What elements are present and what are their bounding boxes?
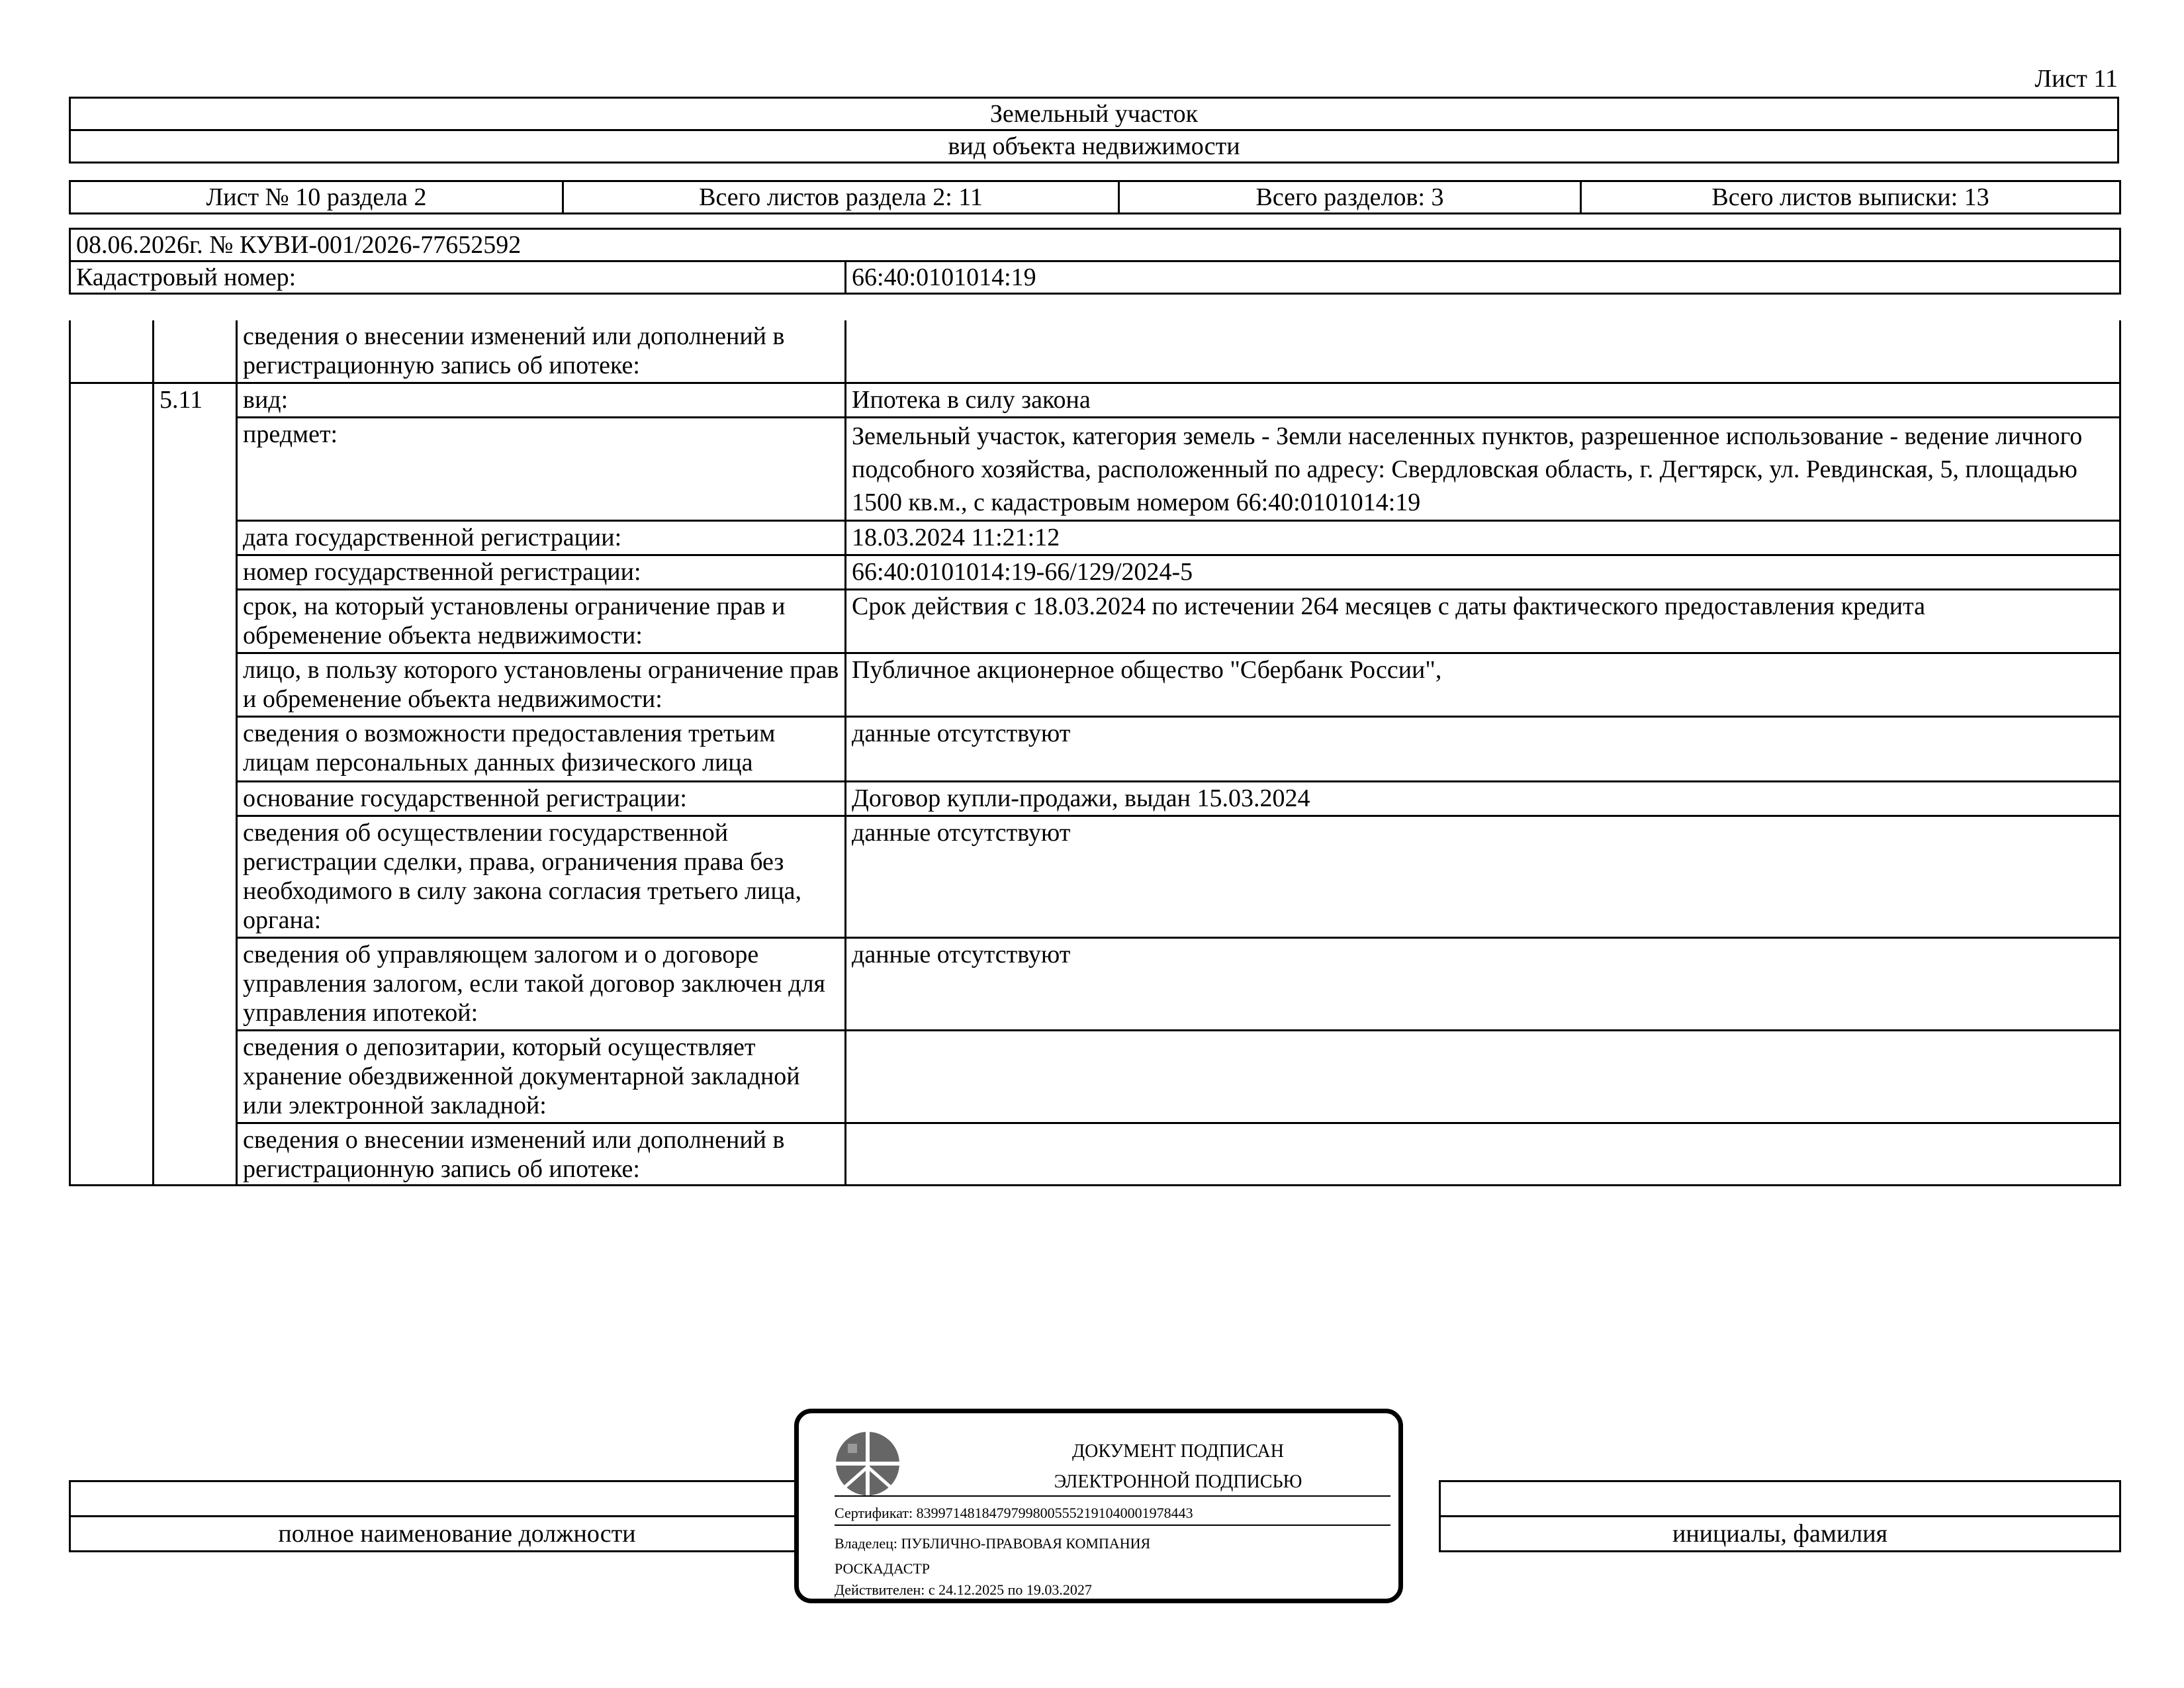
item-number: 5.11 [154,383,237,1185]
extract-date-number: 08.06.2026г. № КУВИ-001/2026-77652592 [70,229,2120,261]
encumbrance-table [69,320,2121,1186]
total-sheets-section: Всего листов раздела 2: 11 [563,181,1119,214]
total-sheets-extract: Всего листов выписки: 13 [1581,181,2120,214]
cadastral-value: 66:40:0101014:19 [846,261,2120,294]
reg-date-value: 18.03.2024 11:21:12 [846,520,2120,555]
table-row [70,781,2120,816]
table-row [70,383,2120,417]
table-row [70,716,2120,781]
sheet-meta [69,180,2121,214]
reg-date-label: дата государственной регистрации: [237,520,846,555]
subject-value: Земельный участок, категория земель - Земли населенных пунктов, разрешенное использование - ведение личного подсобного хозяйства, расположенный по адресу: Свердловская область, г. Дегтярск, ул. Ревдинская, 5, площадью 1500 кв.м., с кадастровым номером 66:40:0101014:19 [846,417,2120,520]
pledge-manager-label: сведения об управляющем залогом и о договоре управления залогом, если такой договор заключен для управления ипотекой: [237,937,846,1030]
table-row [70,589,2120,653]
personal-data-label: сведения о возможности предоставления третьим лицам персональных данных физического лица [237,716,846,781]
type-label: вид: [237,383,846,417]
object-kind-caption: вид объекта недвижимости [70,130,2118,163]
stamp-owner: Владелец: ПУБЛИЧНО-ПРАВОВАЯ КОМПАНИЯ [835,1535,1151,1552]
pledge-manager-value: данные отсутствуют [846,937,2120,1030]
identification [69,228,2121,295]
stamp-validity: Действителен: с 24.12.2025 по 19.03.2027 [835,1581,1092,1598]
subject-label: предмет: [237,417,846,520]
object-header [69,97,2119,164]
term-label: срок, на который установлены ограничение прав и обременение объекта недвижимости: [237,589,846,653]
prev-changes-label: сведения о внесении изменений или дополнений в регистрационную запись об ипотеке: [237,320,846,383]
total-sections: Всего разделов: 3 [1119,181,1581,214]
term-value: Срок действия с 18.03.2024 по истечении 264 месяцев с даты фактического предоставления кредита [846,589,2120,653]
sheet-number: Лист 11 [2034,65,2118,93]
table-row [70,937,2120,1030]
reg-number-value: 66:40:0101014:19-66/129/2024-5 [846,555,2120,589]
depositary-label: сведения о депозитарии, который осуществляет хранение обездвиженной документарной закладной или электронной закладной: [237,1030,846,1123]
consent-label: сведения об осуществлении государственной регистрации сделки, права, ограничения права без необходимого в силу закона согласия третьего лица, органа: [237,816,846,937]
basis-value: Договор купли-продажи, выдан 15.03.2024 [846,781,2120,816]
position-caption: полное наименование должности [70,1517,844,1552]
stamp-owner-2: РОСКАДАСТР [835,1560,931,1577]
reg-number-label: номер государственной регистрации: [237,555,846,589]
name-caption: инициалы, фамилия [1440,1517,2120,1552]
table-row [70,555,2120,589]
depositary-value [846,1030,2120,1123]
table-row [70,816,2120,937]
table-row [70,320,2120,383]
changes-value [846,1123,2120,1185]
type-value: Ипотека в силу закона [846,383,2120,417]
personal-data-value: данные отсутствуют [846,716,2120,781]
table-row [70,417,2120,520]
consent-value: данные отсутствуют [846,816,2120,937]
stamp-certificate: Сертификат: 83997148184797998005552191040001978443 [835,1505,1193,1521]
prev-changes-value [846,320,2120,383]
object-title: Земельный участок [70,98,2118,130]
table-row [70,520,2120,555]
beneficiary-value: Публичное акционерное общество "Сбербанк России", [846,653,2120,716]
cadastral-label: Кадастровый номер: [70,261,846,294]
electronic-signature-stamp [794,1409,1403,1603]
table-row [70,1123,2120,1185]
sheet-section: Лист № 10 раздела 2 [70,181,563,214]
table-row [70,653,2120,716]
stamp-line-1: ДОКУМЕНТ ПОДПИСАН [1072,1441,1284,1462]
table-row [70,1030,2120,1123]
basis-label: основание государственной регистрации: [237,781,846,816]
changes-label: сведения о внесении изменений или дополнений в регистрационную запись об ипотеке: [237,1123,846,1185]
beneficiary-label: лицо, в пользу которого установлены ограничение прав и обременение объекта недвижимости: [237,653,846,716]
stamp-line-2: ЭЛЕКТРОННОЙ ПОДПИСЬЮ [1054,1472,1302,1492]
